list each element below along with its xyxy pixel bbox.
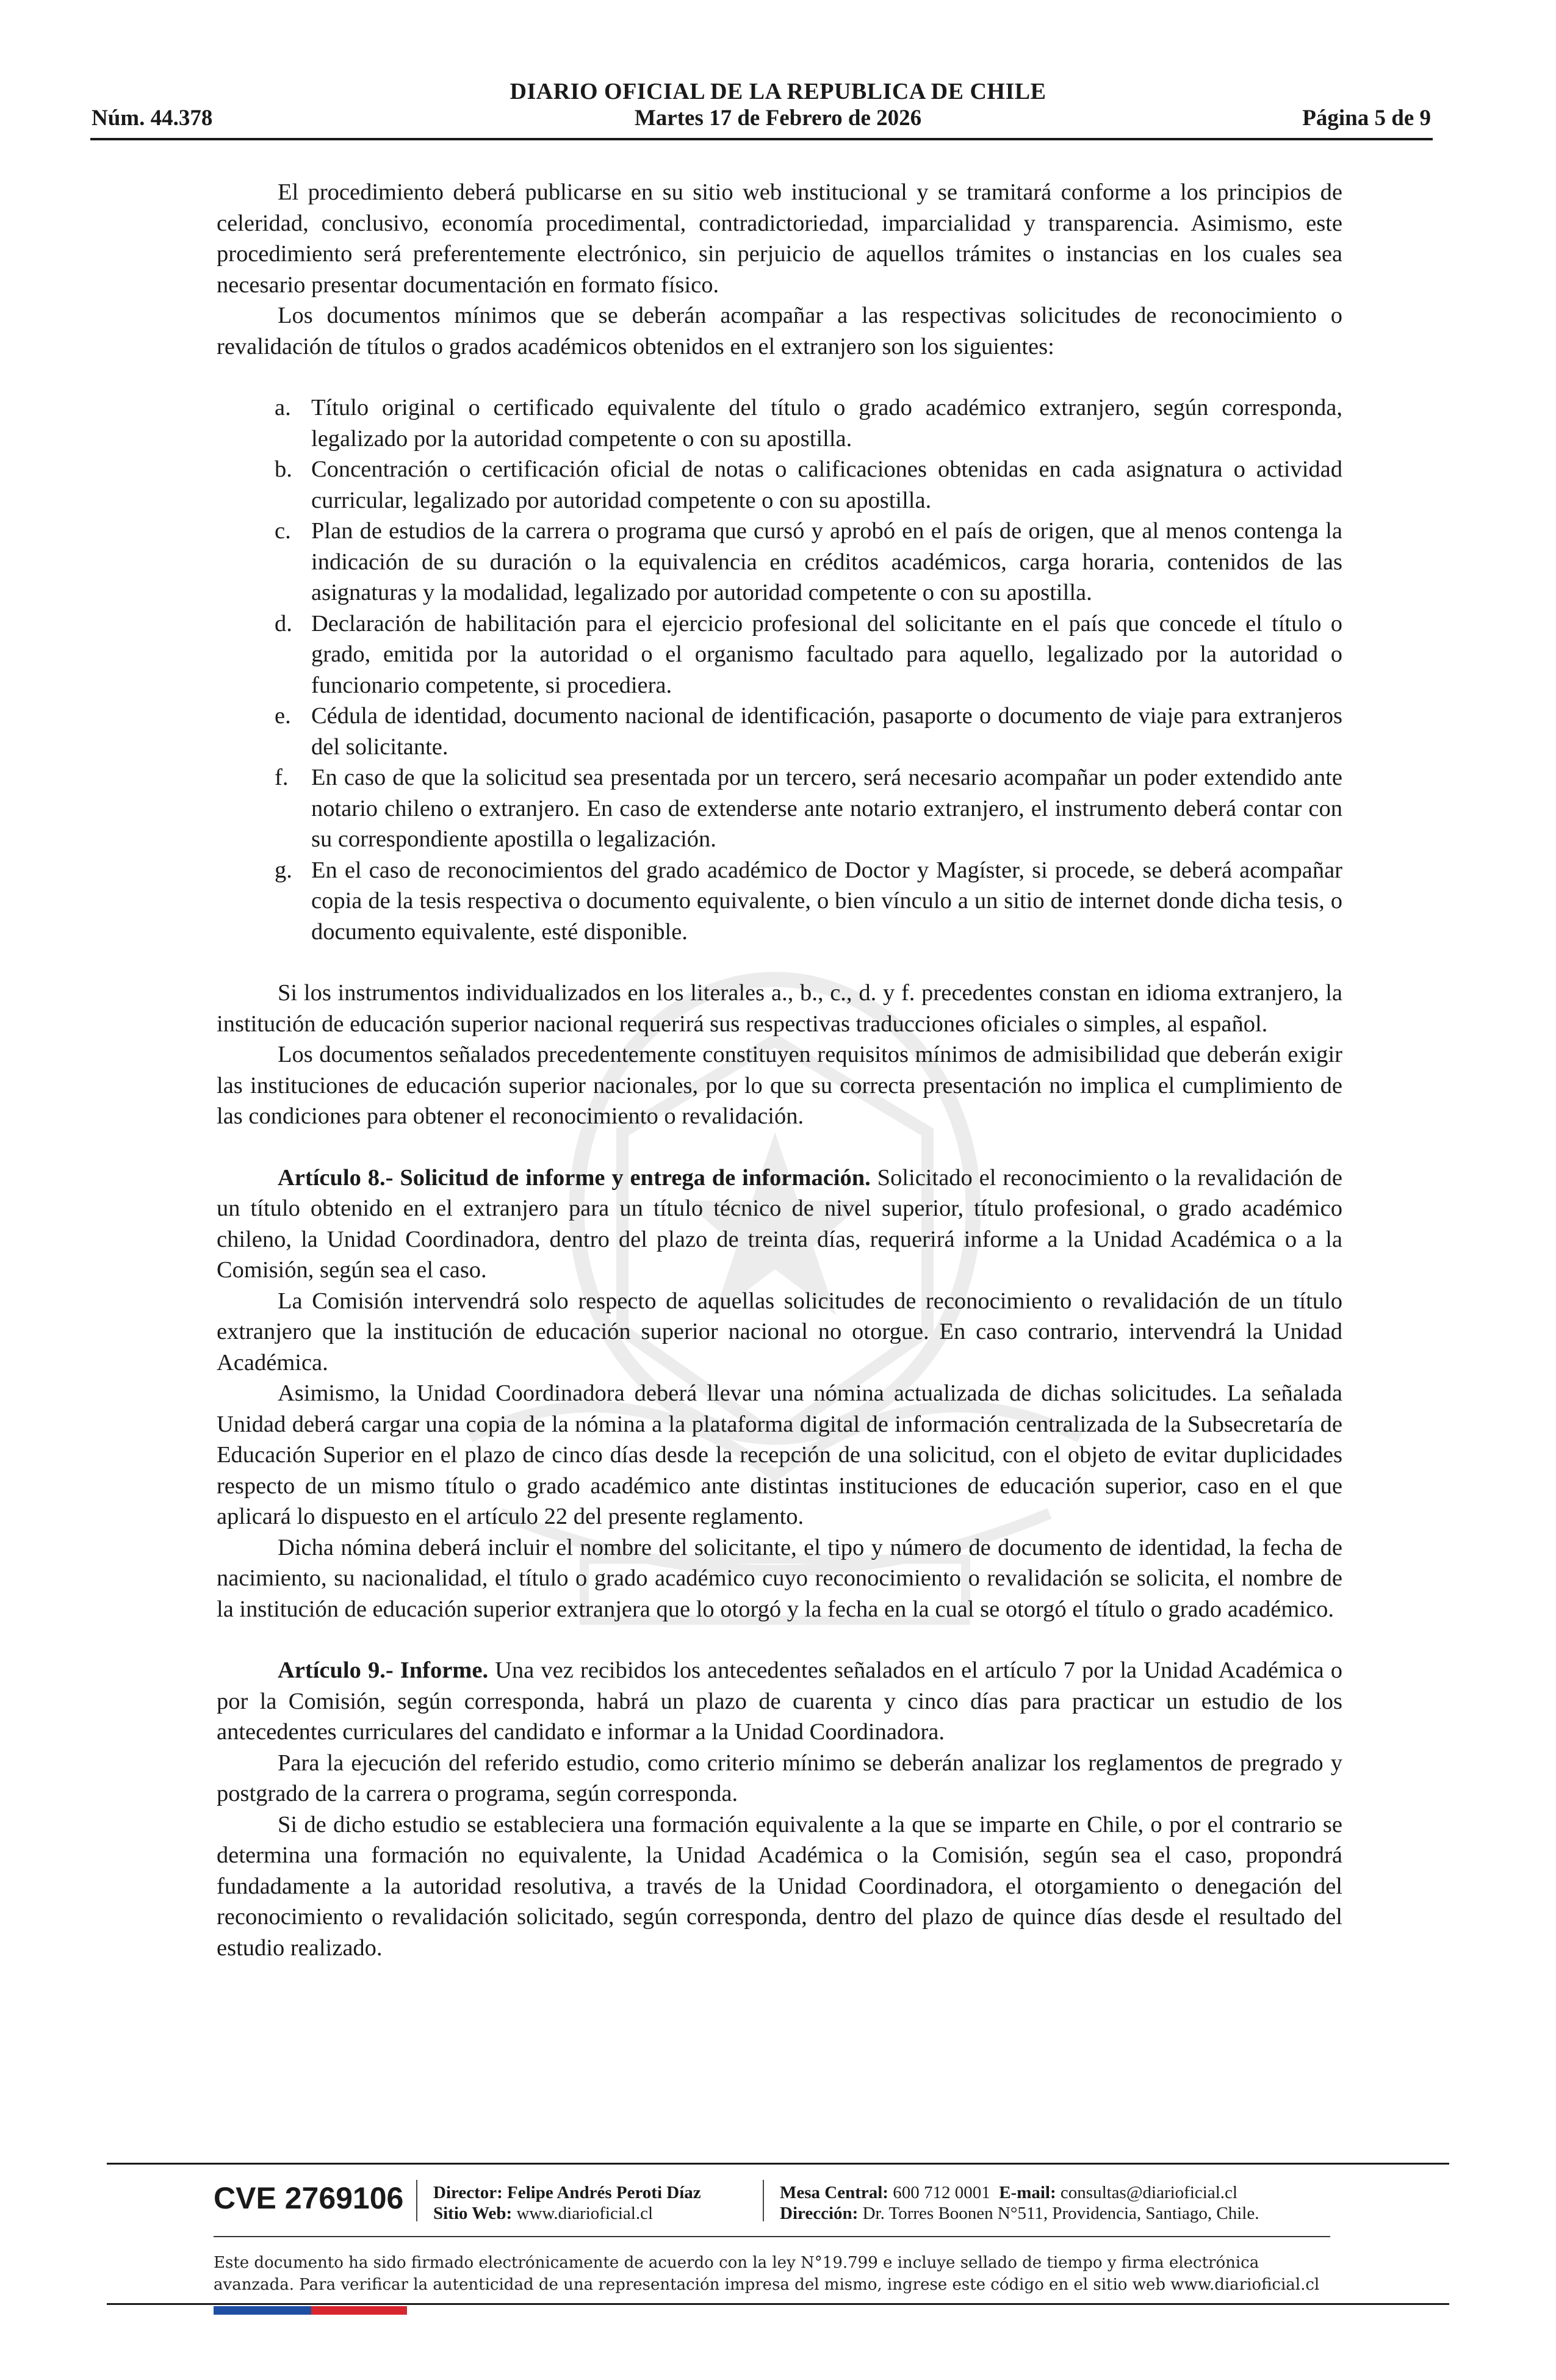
site-link[interactable]: www.diarioficial.cl [516,2204,654,2223]
issue-number: Núm. 44.378 [92,106,213,131]
list-item-text: En el caso de reconocimientos del grado académico de Doctor y Magíster, si procede, se deberá acompañar copia de la tesis respectiva o documento equivalente, o bien vínculo a un sitio de internet donde dicha tesis, o documento equivalente, esté disponible. [311,857,1342,945]
phone-value: 600 712 0001 [893,2183,990,2202]
paragraph: Los documentos señalados precedentemente constituyen requisitos mínimos de admisibilidad que deberán exigir las instituciones de educación superior nacionales, por lo que su correcta presentación no implica el cumplimiento de las condiciones para obtener el reconocimiento o revalidación. [217,1042,1342,1129]
list-item [217,762,1342,855]
issue-date: Martes 17 de Febrero de 2026 [634,106,922,131]
list-item-text: Cédula de identidad, documento nacional de identificación, pasaporte o documento de viaje para extranjeros del solicitante. [311,703,1342,760]
paragraph: Para la ejecución del referido estudio, como criterio mínimo se deberán analizar los reglamentos de pregrado y postgrado de la carrera o programa, según corresponda. [217,1750,1342,1806]
director-info [433,2182,701,2224]
list-marker: c. [275,518,291,544]
list-item [217,701,1342,762]
list-item [217,454,1342,516]
list-item [217,608,1342,701]
list-marker: d. [275,610,292,636]
email-label: E-mail: [999,2183,1056,2202]
footer-inner-divider [214,2236,1330,2237]
list-item [217,516,1342,608]
paragraph: Si los instrumentos individualizados en los literales a., b., c., d. y f. precedentes constan en idioma extranjero, la institución de educación superior nacional requerirá sus respectivas traducciones oficiales o simples, al español. [217,980,1342,1037]
address-value: Dr. Torres Boonen N°511, Providencia, Santiago, Chile. [862,2204,1259,2223]
list-marker: g. [275,857,292,883]
list-item-text: Título original o certificado equivalente del título o grado académico extranjero, según corresponda, legalizado por la autoridad competente o con su apostilla. [311,395,1342,452]
article-9-paragraph [217,1655,1342,1748]
paragraph: Asimismo, la Unidad Coordinadora deberá llevar una nómina actualizada de dichas solicitudes. La señalada Unidad deberá cargar una copia de la nómina a la plataforma digital de información centralizada de la Subsecretaría de Educación Superior en el plazo de cinco días desde la recepción de una solicitud, con el objeto de evitar duplicidades respecto de un mismo título o grado académico ante distintas instituciones de educación superior, caso en el que aplicará lo dispuesto en el artículo 22 del presente reglamento. [217,1380,1342,1529]
director-name: Felipe Andrés Peroti Díaz [507,2183,701,2202]
flag-stripe-blue [214,2306,311,2315]
list-item-text: Concentración o certificación oficial de notas o calificaciones obtenidas en cada asignatura o actividad curricular, legalizado por autoridad competente o con su apostilla. [311,456,1342,513]
article-8-heading: Artículo 8.- Solicitud de informe y entrega de información. [278,1164,871,1191]
list-item-text: Plan de estudios de la carrera o programa que cursó y aprobó en el país de origen, que al menos contenga la indicación de su duración o la equivalencia en créditos académicos, carga horaria, contenidos de las asignaturas y la modalidad, legalizado por autoridad competente o con su apostilla. [311,518,1342,605]
footer-separator [416,2180,417,2221]
flag-stripe-red [311,2306,407,2315]
list-item-text: En caso de que la solicitud sea presentada por un tercero, será necesario acompañar un poder extendido ante notario chileno o extranjero. En caso de extenderse ante notario extranjero, el instrumento deberá contar con su correspondiente apostilla o legalización. [311,765,1342,852]
notice-line: Este documento ha sido firmado electrónicamente de acuerdo con la ley N°19.799 e incluye sellado de tiempo y firma electrónica [214,2254,1259,2272]
paragraph: Dicha nómina deberá incluir el nombre del solicitante, el tipo y número de documento de identidad, la fecha de nacimiento, su nacionalidad, el título o grado académico cuyo reconocimiento o revalidación se solicita, el nombre de la institución de educación superior extranjera que lo otorgó y la fecha en la cual se otorgó el título o grado académico. [217,1534,1342,1622]
header-divider [90,138,1433,140]
list-item-text: Declaración de habilitación para el ejercicio profesional del solicitante en el país que concede el título o grado, emitida por la autoridad o el organismo facultado para aquello, legalizado por la autoridad o funcionario competente, si procediera. [311,610,1342,698]
footer-separator [763,2180,764,2221]
article-text: Una vez recibidos los antecedentes señalados en el artículo 7 por la Unidad Académica o por la Comisión, según corresponda, habrá un plazo de cuarenta y cinco días para practicar un estudio de los antecedentes curriculares del candidato e informar a la Unidad Coordinadora. [217,1657,1343,1745]
email-link[interactable]: consultas@diarioficial.cl [1060,2183,1237,2202]
footer-bottom-divider [107,2303,1449,2305]
footer-divider [107,2163,1449,2165]
director-label: Director: [433,2183,503,2202]
document-body [217,177,1342,1963]
paragraph: El procedimiento deberá publicarse en su sitio web institucional y se tramitará conforme a los principios de celeridad, conclusivo, economía procedimental, contradictoriedad, imparcialidad y transparencia. Asimismo, este procedimiento será preferentemente electrónico, sin perjuicio de aquellos trámites o instancias en los cuales sea necesario presentar documentación en formato físico. [217,179,1342,298]
paragraph: Los documentos mínimos que se deberán acompañar a las respectivas solicitudes de reconocimiento o revalidación de títulos o grados académicos obtenidos en el extranjero son los siguientes: [217,303,1342,359]
list-item [217,855,1342,948]
article-text: Solicitado el reconocimiento o la revalidación de un título obtenido en el extranjero para un título técnico de nivel superior, título profesional, o grado académico chileno, la Unidad Coordinadora, dentro del plazo de treinta días, requerirá informe a la Unidad Académica o a la Comisión, según sea el caso. [217,1164,1342,1283]
list-item [217,392,1342,454]
phone-label: Mesa Central: [780,2183,888,2202]
address-label: Dirección: [780,2204,859,2223]
paragraph: Si de dicho estudio se estableciera una formación equivalente a la que se imparte en Chile, o por el contrario se determina una formación no equivalente, la Unidad Académica o la Comisión, según sea el caso, propondrá fundadamente a la autoridad resolutiva, a través de la Unidad Coordinadora, el otorgamiento o denegación del reconocimiento o revalidación solicitado, según corresponda, dentro del plazo de quince días desde el resultado del estudio realizado. [217,1811,1342,1961]
article-9-heading: Artículo 9.- Informe. [278,1657,489,1683]
page-number: Página 5 de 9 [1302,106,1431,131]
signature-notice [214,2252,1373,2296]
cve-code: CVE 2769106 [214,2181,404,2215]
list-marker: b. [275,456,292,482]
list-marker: a. [275,395,291,420]
paragraph: La Comisión intervendrá solo respecto de aquellas solicitudes de reconocimiento o revalidación de un título extranjero que la institución de educación superior nacional no otorgue. En caso contrario, intervendrá la Unidad Académica. [217,1288,1342,1376]
list-marker: f. [275,765,289,790]
site-label: Sitio Web: [433,2204,513,2223]
newspaper-title: DIARIO OFICIAL DE LA REPUBLICA DE CHILE [510,79,1046,104]
article-8-paragraph [217,1163,1342,1286]
notice-line: avanzada. Para verificar la autenticidad de una representación impresa del mismo, ingrese este código en el sitio web www.diarioficial.cl [214,2276,1320,2294]
requirements-list [217,392,1342,947]
contact-info [780,2182,1259,2224]
list-marker: e. [275,703,291,729]
